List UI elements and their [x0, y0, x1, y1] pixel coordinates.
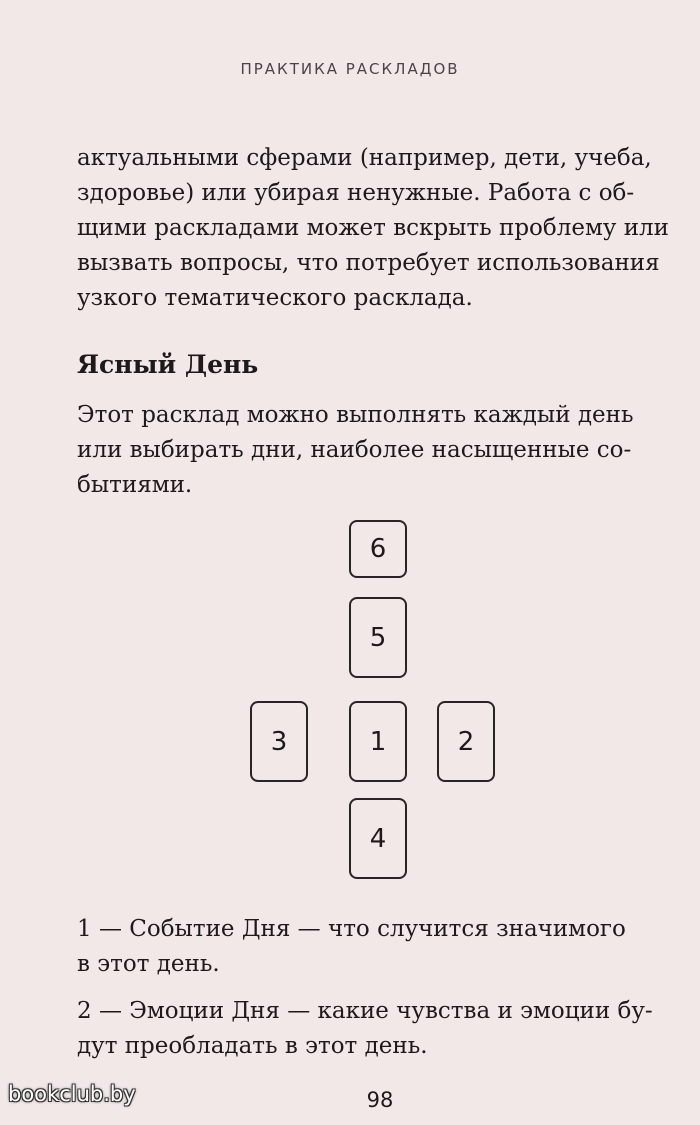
- text-line: 2 — Эмоции Дня — какие чувства и эмоции бу-: [77, 998, 653, 1024]
- text-line: Этот расклад можно выполнять каждый день: [77, 402, 634, 428]
- spread-card-1: 1: [349, 701, 407, 782]
- page-number: 98: [366, 1088, 394, 1112]
- running-head: ПРАКТИКА РАСКЛАДОВ: [240, 60, 460, 78]
- text-line: щими раскладами может вскрыть проблему или: [77, 215, 669, 241]
- spread-card-3: 3: [250, 701, 308, 782]
- text-line: бытиями.: [77, 472, 193, 498]
- text-line: или выбирать дни, наиболее насыщенные со-: [77, 437, 632, 463]
- text-line: актуальными сферами (например, дети, учеба,: [77, 145, 652, 171]
- text-line: в этот день.: [77, 951, 220, 977]
- section-title: Ясный День: [77, 350, 259, 379]
- spread-card-6: 6: [349, 520, 407, 578]
- text-line: дут преобладать в этот день.: [77, 1033, 428, 1059]
- text-line: вызвать вопросы, что потребует использования: [77, 250, 660, 276]
- text-line: 1 — Событие Дня — что случится значимого: [77, 916, 626, 942]
- legend-item-1: [77, 912, 677, 982]
- intro-paragraph: [77, 141, 677, 316]
- spread-card-5: 5: [349, 597, 407, 678]
- text-line: узкого тематического расклада.: [77, 285, 473, 311]
- legend-item-2: [77, 994, 677, 1064]
- watermark-logo: bookclub.by: [8, 1082, 136, 1106]
- section-paragraph: [77, 398, 677, 503]
- spread-card-4: 4: [349, 798, 407, 879]
- text-line: здоровье) или убирая ненужные. Работа с об-: [77, 180, 635, 206]
- spread-card-2: 2: [437, 701, 495, 782]
